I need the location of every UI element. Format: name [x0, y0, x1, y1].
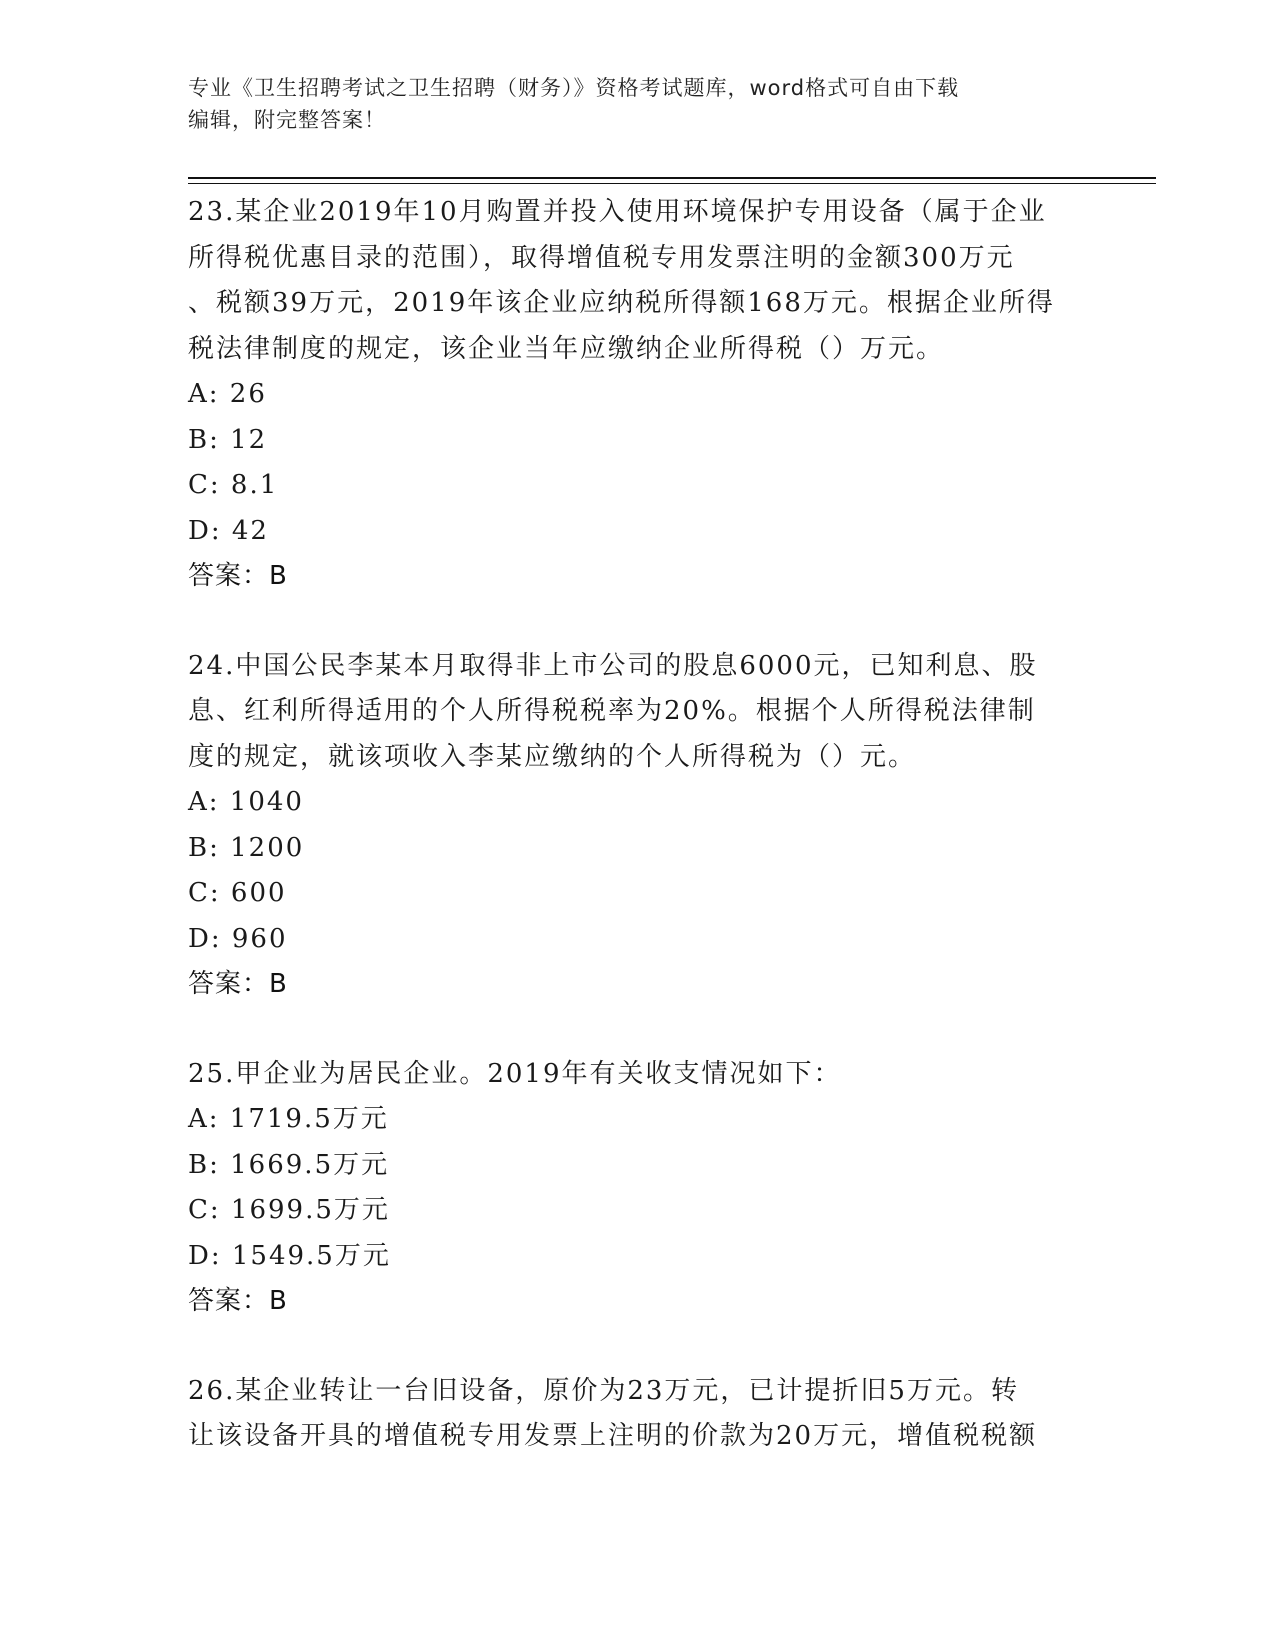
answer-line — [188, 1279, 1088, 1325]
option-b: B: 1200 — [188, 832, 305, 863]
option-d: D: 1549.5万元 — [188, 1240, 391, 1271]
answer-label: 答案： — [188, 1286, 270, 1316]
question-25 — [188, 1052, 1088, 1325]
question-text-line: 、税额39万元，2019年该企业应纳税所得额168万元。根据企业所得 — [188, 288, 1055, 318]
option-a: A: 1719.5万元 — [188, 1104, 389, 1134]
option-a: A: 26 — [188, 379, 267, 409]
option-d: D: 42 — [188, 515, 269, 546]
answer-label: 答案： — [188, 561, 270, 591]
question-list — [188, 190, 1088, 1504]
header-line-1: 专业《卫生招聘考试之卫生招聘（财务）》资格考试题库，word格式可自由下载 — [188, 76, 960, 100]
question-text-line: 息、红利所得适用的个人所得税税率为20%。根据个人所得税法律制 — [188, 696, 1036, 726]
question-text-line: 度的规定，就该项收入李某应缴纳的个人所得税为（）元。 — [188, 741, 917, 772]
question-text-line: 23.某企业2019年10月购置并投入使用环境保护专用设备（属于企业 — [188, 197, 1047, 227]
document-header — [188, 72, 1088, 136]
option-b: B: 1669.5万元 — [188, 1149, 390, 1180]
option-d: D: 960 — [188, 923, 288, 954]
answer-value: B — [269, 1286, 288, 1316]
option-c: C: 1699.5万元 — [188, 1195, 390, 1225]
question-26 — [188, 1369, 1088, 1460]
answer-line — [188, 962, 1088, 1008]
question-text-line: 26.某企业转让一台旧设备，原价为23万元，已计提折旧5万元。转 — [188, 1375, 1019, 1406]
answer-value: B — [269, 561, 288, 591]
answer-line — [188, 554, 1088, 600]
answer-value: B — [269, 969, 288, 999]
option-c: C: 600 — [188, 878, 287, 908]
header-divider-thin — [188, 183, 1156, 184]
option-b: B: 12 — [188, 424, 268, 455]
answer-label: 答案： — [188, 969, 270, 999]
header-line-2: 编辑，附完整答案！ — [188, 108, 386, 132]
question-text-line: 税法律制度的规定，该企业当年应缴纳企业所得税（）万元。 — [188, 333, 945, 364]
option-a: A: 1040 — [188, 787, 304, 817]
question-text-line: 让该设备开具的增值税专用发票上注明的价款为20万元，增值税税额 — [188, 1421, 1038, 1451]
question-23 — [188, 190, 1088, 600]
option-c: C: 8.1 — [188, 470, 279, 500]
question-text-line: 24.中国公民李某本月取得非上市公司的股息6000元，已知利息、股 — [188, 650, 1038, 681]
question-text-line: 25.甲企业为居民企业。2019年有关收支情况如下： — [188, 1058, 842, 1089]
header-divider-thick — [188, 177, 1156, 179]
question-24 — [188, 644, 1088, 1008]
question-text-line: 所得税优惠目录的范围），取得增值税专用发票注明的金额300万元 — [188, 242, 1015, 273]
